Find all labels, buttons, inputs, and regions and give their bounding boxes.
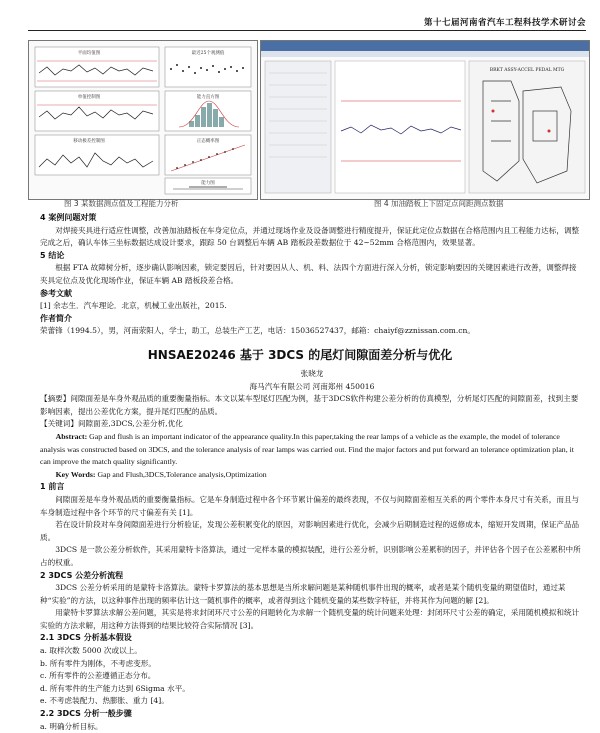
diagram-label: BRKT ASSY-ACCEL PEDAL MTG xyxy=(489,68,565,73)
author-intro-heading: 作者简介 xyxy=(40,313,72,323)
figure-3-process-capability xyxy=(28,40,258,200)
section-1-p2: 若在设计阶段对车身间隙面差进行分析验证，发现公差积累变化的原因，对影响因素进行优化，会减少后期制造过程的返修成本，缩短开发周期，保证产品品质。 xyxy=(40,520,580,542)
keywords-en-label: Key Words: xyxy=(55,469,96,479)
paper1-tail xyxy=(40,212,584,338)
conference-name: 第十七届河南省汽车工程科技学术研讨会 xyxy=(423,18,586,28)
paper2-author: 张晓龙 xyxy=(300,369,324,378)
paper2-affiliation: 海马汽车有限公司 河南郑州 450016 xyxy=(249,381,375,391)
abstract-cn: 【摘要】间隙面差是车身外观品质的重要衡量指标。本文以某车型尾灯匹配为例，基于3DCS软件构建公差分析的仿真模型，分析尾灯匹配的间隙面差，找到主要影响因素，提出公差优化方案，提升尾灯匹配的品质。 xyxy=(40,394,579,416)
running-header xyxy=(28,16,586,31)
section-2-p1: 3DCS 公差分析采用的是蒙特卡洛算法。蒙特卡罗算法的基本思想是当所求解问题是某种随机事件出现的概率，或者是某个随机变量的期望值时，通过某种“实验”的方法，以这种事件出现的频率估计这一随机事件的概率，或者得到这个随机变量的某些数字特征，并将其作为问题的解 [2]。 xyxy=(40,583,566,605)
list-item: c. 所有零件的公差遵循正态分布。 xyxy=(40,671,156,681)
section-5-text: 根据 FTA 故障树分析，逐步确认影响因素，锁定要因后，针对要因从人、机、料、法四个方面进行深入分析，锁定影响要因的关键因素进行改善，调整焊接夹具定位点及优化现场作业，保证车辆 AB 踏板段差合格。 xyxy=(40,263,577,285)
list-item: a. 明确分析目标。 xyxy=(40,721,103,731)
figure-4-pedal-data xyxy=(260,40,590,200)
section-1-p3: 3DCS 是一款公差分析软件，其采用蒙特卡洛算法，通过一定样本量的模拟装配，进行公差分析，识别影响公差累积的因子，并评估各个因子在公差累积中所占的权重。 xyxy=(40,545,581,567)
list-item: a. 取样次数 5000 次或以上。 xyxy=(40,646,142,656)
list-item: e. 不考虑装配力、热膨胀、重力 [4]。 xyxy=(40,696,169,706)
panel-title-xbar: 平面均值图 xyxy=(77,51,101,56)
panel-title-histogram: 能力直方图 xyxy=(196,95,220,100)
section-2-p2: 用蒙特卡罗算法求解公差问题，其实是将求封闭环尺寸公差的问题转化为求解一个随机变量的统计问题来处理：封闭环尺寸公差的确定，采用随机模拟和统计实验的方法求解，用这种方法得到的结果比较符合实际情况 [3]。 xyxy=(40,608,580,630)
figure-4-caption: 图 4 加油踏板上下固定点间距测点数据 xyxy=(374,199,504,208)
section-1-heading: 1 前言 xyxy=(40,482,65,492)
section-2-heading: 2 3DCS 公差分析流程 xyxy=(40,570,124,580)
section-2-2-heading: 2.2 3DCS 分析一般步骤 xyxy=(40,709,132,719)
abstract-en: Gap and flush is an important indicator of the appearance quality.In this paper,taking the rear lamps of a vehicle as the example, the model of tolerance analysis was constructed based on 3DCS, and the tolerance analysis of rear lamps was carried out. Find the major factors and put forward an tolerance optimization plan, it can improve the match quality significantly. xyxy=(40,431,574,467)
panel-title-last-25: 最近25个观测值 xyxy=(191,51,225,56)
list-item: b. 所有零件为刚体，不考虑变形。 xyxy=(40,658,156,668)
section-4-text: 对焊接夹具进行适应性调整，改善加油踏板在车身定位点，并通过现场作业及设备调整进行精度提升，保证此定位点数据在合格范围内且工程能力达标，调整完成之后，确认车体三坐标数据达成设计要求，跟踪 50 台调整后车辆 AB 踏板段差数据位于 42~52mm 合格范围内，效果显著。 xyxy=(40,225,580,248)
section-2-1-heading: 2.1 3DCS 分析基本假设 xyxy=(40,633,132,643)
keywords-cn: 【关键词】间隙面差,3DCS,公差分析,优化 xyxy=(40,419,183,429)
author-intro-text: 荣蕾锋（1994.5），男，河南荥阳人，学士，助工，总装生产工艺，电话：15036527437，邮箱：chaiyf@zznissan.com.cn。 xyxy=(40,326,476,336)
panel-title-capability: 能力图 xyxy=(201,181,215,186)
section-1-p1: 间隙面差是车身外观品质的重要衡量指标。它是车身制造过程中各个环节累计偏差的最终表现，不仅与间隙面差相互关系的两个零件本身尺寸有关系，而且与车身制造过程中各个环节的尺寸偏差有关 [1]。 xyxy=(40,494,580,517)
section-4-heading: 4 案例问题对策 xyxy=(40,213,97,222)
keywords-en: Gap and Flush,3DCS,Tolerance analysis,Optimization xyxy=(97,469,267,479)
panel-title-normal-prob: 正态概率图 xyxy=(196,139,220,144)
paper2-body xyxy=(40,368,584,733)
paper2-title: HNSAE20246 基于 3DCS 的尾灯间隙面差分析与优化 xyxy=(147,348,453,362)
section-5-heading: 5 结论 xyxy=(40,250,65,260)
reference-1: [1] 余志生．汽车理论．北京，机械工业出版社，2015. xyxy=(40,301,227,311)
abstract-en-label: Abstract: xyxy=(55,431,88,441)
figure-3-caption: 图 3 某数据测点值及工程能力分析 xyxy=(64,199,179,208)
references-heading: 参考文献 xyxy=(40,288,72,298)
list-item: d. 所有零件的生产能力达到 6Sigma 水平。 xyxy=(40,683,190,693)
panel-title-moving-range: 移动极差控制图 xyxy=(73,139,105,144)
panel-title-individual: 单值控制图 xyxy=(77,95,101,100)
